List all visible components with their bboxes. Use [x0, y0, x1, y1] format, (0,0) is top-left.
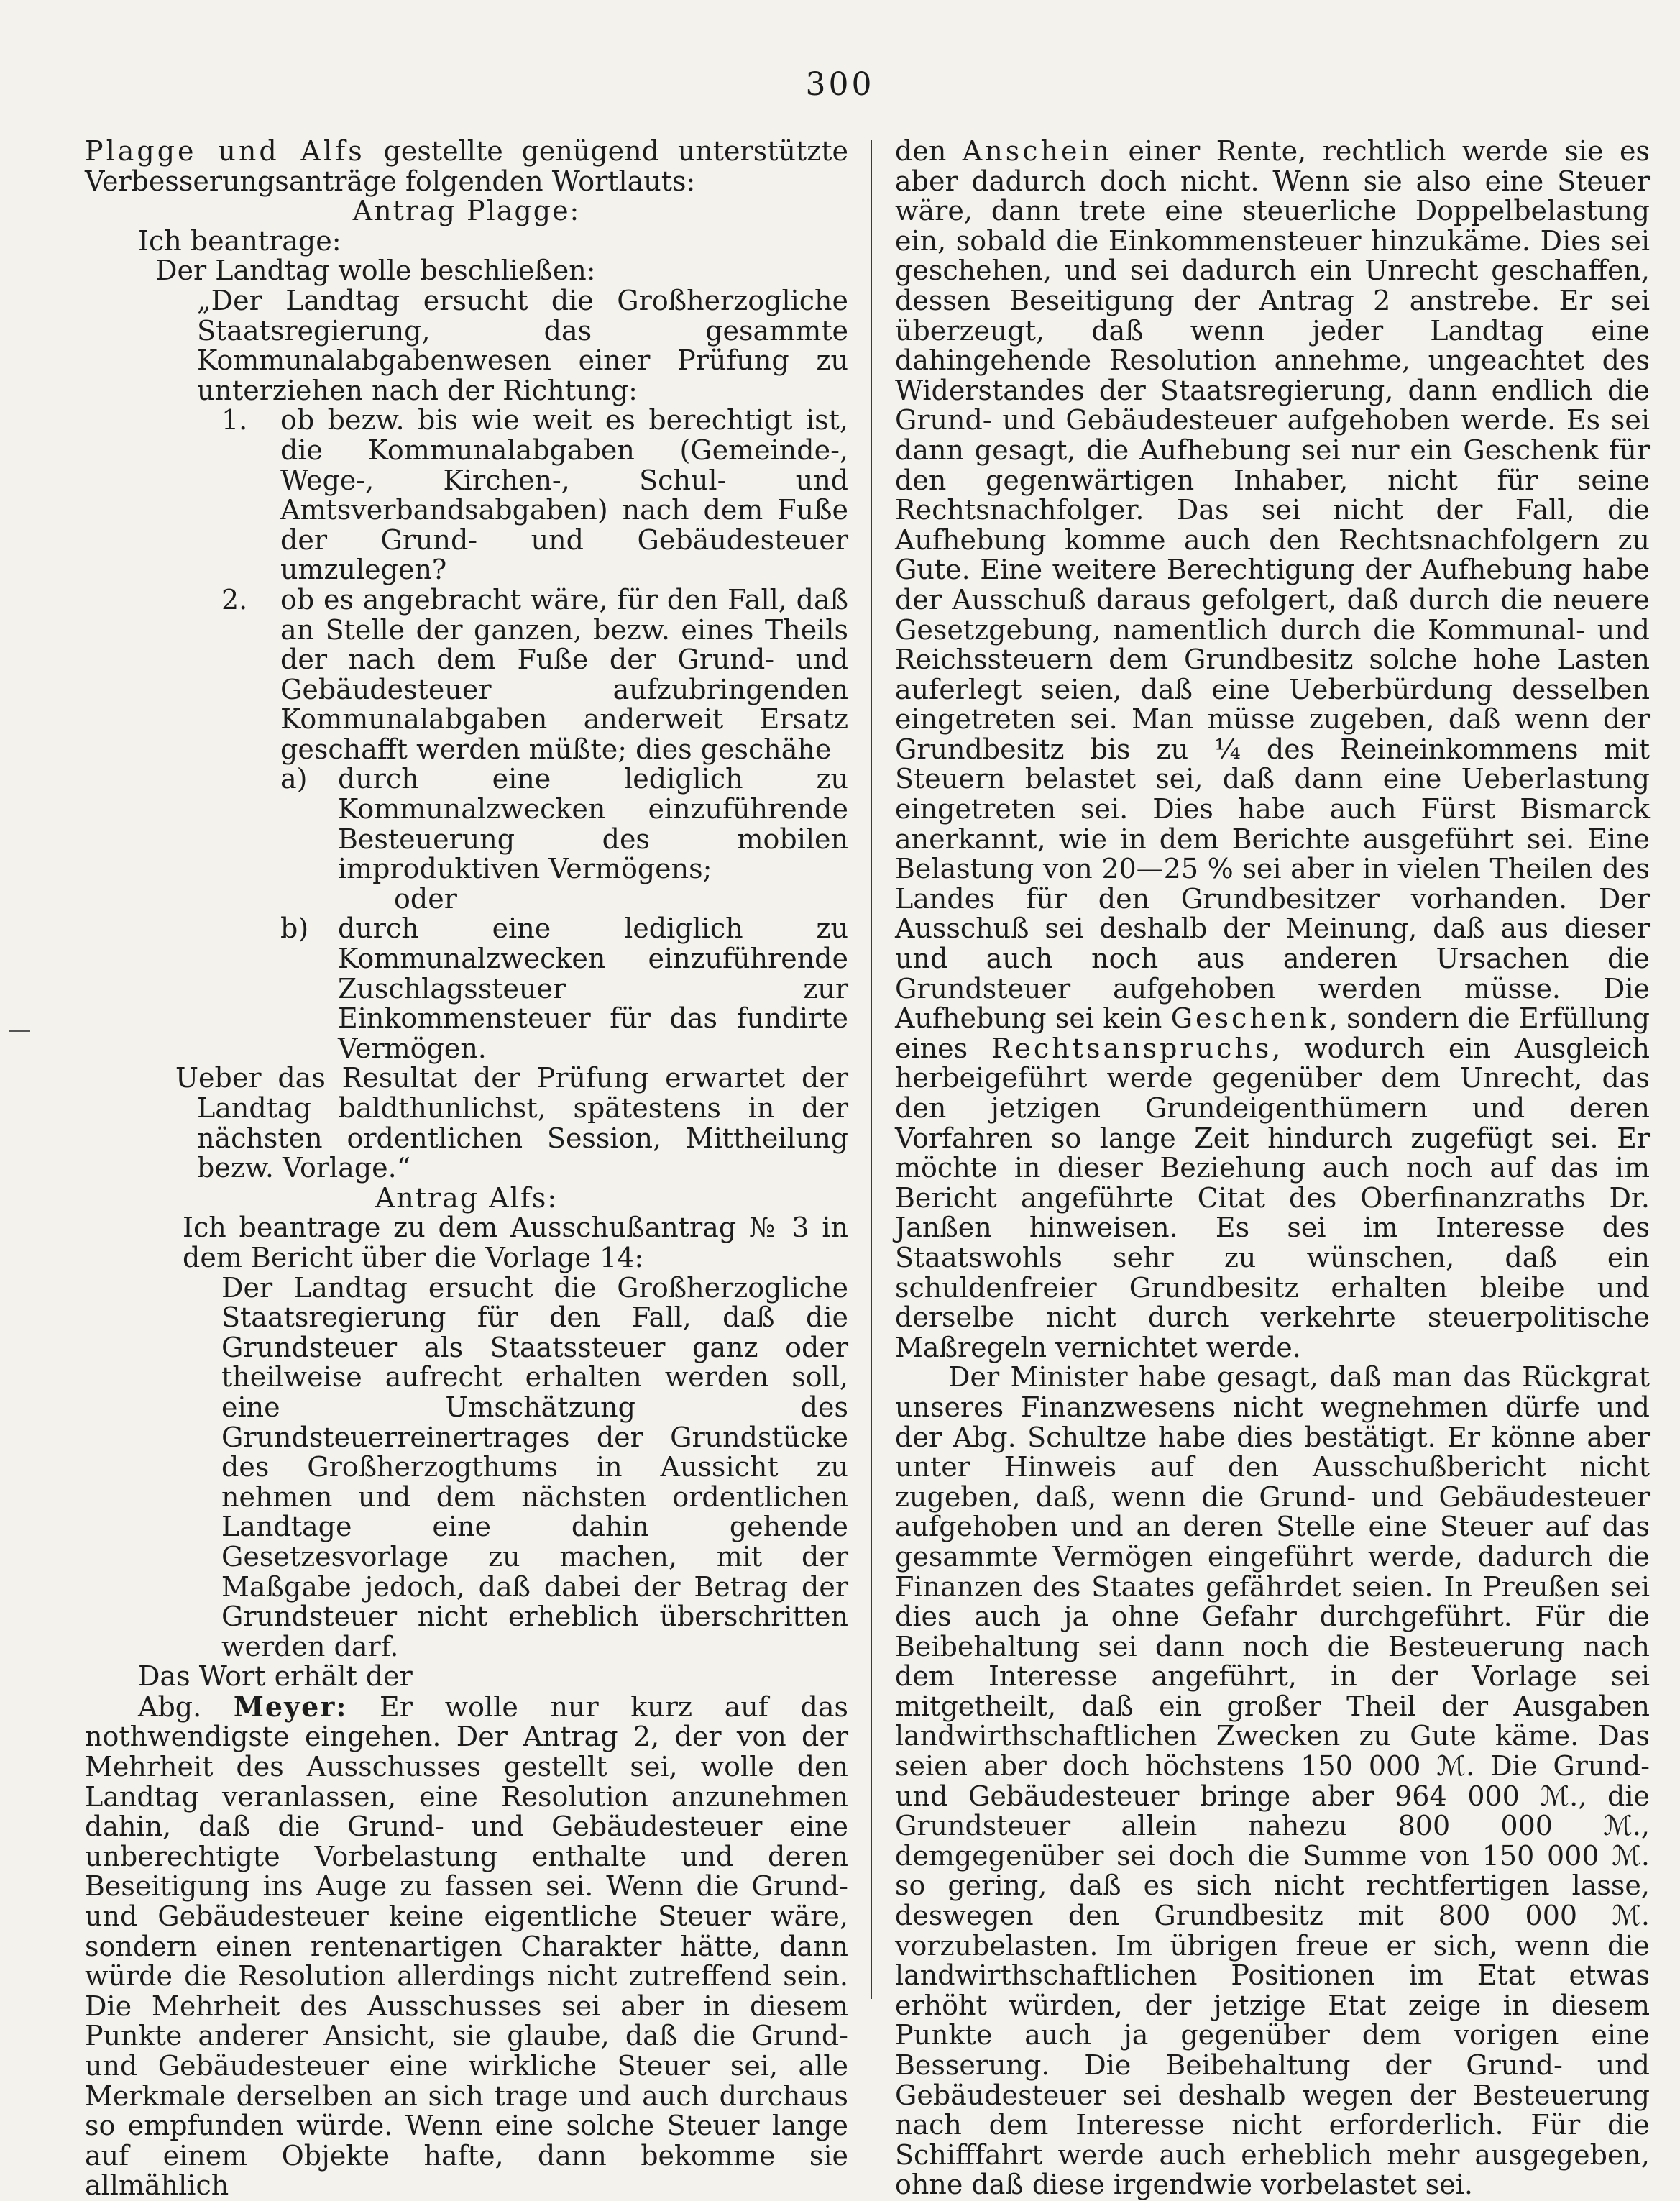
item-text: ob bezw. bis wie weit es berechtigt ist, die Kommunalabgaben (Gemeinde-, Wege-, Kirchen-, Schul- und Amtsverbandsabgaben) nach dem Fuße der Grund- und Gebäudesteuer umzulegen?: [280, 404, 848, 586]
sub-item-a: [85, 764, 848, 884]
intro-names: Plagge und Alfs: [85, 135, 365, 167]
item-text: ob es angebracht wäre, für den Fall, daß an Stelle der ganzen, bezw. eines Theils der nach dem Fuße der Grund- und Gebäudesteuer aufzubringenden Kommunalabgaben anderweit Ersatz geschafft werden müßte; dies geschähe: [280, 583, 848, 765]
intro-text: gestellte genügend unterstützte Verbesserungsanträge folgenden Wortlauts:: [85, 135, 848, 197]
speaker-name: Meyer:: [233, 1690, 348, 1723]
list-item-2: [85, 585, 848, 765]
wort-line: Das Wort erhält der: [138, 1660, 413, 1693]
speech-text: Er wolle nur kurz auf das nothwendigste eingehen. Der Antrag 2, der von der Mehrheit des Ausschusses gestellt sei, wolle den Landtag veranlassen, eine Resolution anzunehmen dahin, daß die Grund- und Gebäudesteuer eine unberechtigte Vorbelastung enthalte und deren Beseitigung ins Auge zu fassen sei. Wenn die Grund- und Gebäudesteuer keine eigentliche Steuer wäre, sondern einen rentenartigen Charakter hätte, dann würde die Resolution allerdings nicht zutreffend sein. Die Mehrheit des Ausschusses sei aber in diesem Punkte anderer Ansicht, sie glaube, daß die Grund- und Gebäudesteuer eine wirkliche Steuer sei, alle Merkmale derselben an sich trage und auch durchaus so empfunden würde. Wenn eine solche Steuer lange auf einem Objekte hafte, dann bekomme sie allmählich: [85, 1690, 848, 2201]
left-column: [85, 137, 848, 2201]
page-number: 300: [805, 66, 875, 103]
plagge-quote: „Der Landtag ersucht die Großherzogliche Staatsregierung, das gesammte Kommunalabgabenwesen einer Prüfung zu unterziehen nach der Richtung:: [197, 284, 848, 406]
intro-paragraph: [85, 137, 848, 196]
plagge-landtag: Der Landtag wolle beschließen:: [155, 255, 596, 287]
emphasis-geschenk: Geschenk: [1170, 1002, 1329, 1035]
text-span: den: [895, 135, 963, 167]
sub-letter: b): [280, 912, 309, 945]
text-span: , wodurch ein Ausgleich herbeigeführt werde gegenüber dem Unrecht, das den jetzigen Grundeigenthümern und deren Vorfahren so lange Zeit hindurch zugefügt sei. Er möchte in dieser Beziehung auch noch auf das im Bericht angeführte Citat des Oberfinanzraths Dr. Janßen hinweisen. Es sei im Interesse des Staatswohls sehr zu wünschen, daß ein schuldenfreier Grundbesitz erhalten bleibe und derselbe nicht durch verkehrte steuerpolitische Maßregeln vernichtet werde.: [895, 1032, 1650, 1363]
text-span: , sondern die Erfüllung eines: [895, 1002, 1651, 1064]
item-number: 2.: [221, 583, 248, 616]
emphasis-anschein: Anschein: [962, 135, 1113, 167]
speaker-prefix: Abg.: [138, 1690, 234, 1723]
sub-text: durch eine lediglich zu Kommunalzwecken einzuführende Zuschlagssteuer zur Einkommensteuer für das fundirte Vermögen.: [338, 912, 848, 1064]
emphasis-rechtsanspruchs: Rechtsanspruchs: [991, 1032, 1272, 1064]
plagge-ich: Ich beantrage:: [138, 224, 341, 257]
oder-text: oder: [394, 882, 457, 915]
plagge-close: Ueber das Resultat der Prüfung erwartet der Landtag baldthunlichst, spätestens in der nächsten ordentlichen Session, Mittheilung bezw. Vorlage.“: [175, 1062, 848, 1184]
margin-mark: [9, 1030, 30, 1032]
minister-paragraph: Der Minister habe gesagt, daß man das Rückgrat unseres Finanzwesens nicht wegnehmen dürfe und der Abg. Schultze habe dies bestätigt. Er könne aber unter Hinweis auf den Ausschußbericht nicht zugeben, daß, wenn die Grund- und Gebäudesteuer aufgehoben und an deren Stelle eine Steuer auf das gesammte Vermögen eingeführt werde, dadurch die Finanzen des Staates gefährdet seien. In Preußen sei dies auch ja ohne Gefahr durchgeführt. Für die Beibehaltung sei dann noch die Besteuerung nach dem Interesse angeführt, in der Vorlage sei mitgetheilt, daß ein großer Theil der Ausgaben landwirthschaftlichen Zwecken zu Gute käme. Das seien aber doch höchstens 150 000 ℳ. Die Grund- und Gebäudesteuer bringe aber 964 000 ℳ., die Grundsteuer allein nahezu 800 000 ℳ., demgegenüber sei doch die Summe von 150 000 ℳ. so gering, daß es sich nicht rechtfertigen lasse, deswegen den Grundbesitz mit 800 000 ℳ. vorzubelasten. Im übrigen freue er sich, wenn die landwirthschaftlichen Positionen im Etat etwas erhöht würden, der jetzige Etat zeige in diesem Punkte auch ja gegenüber dem vorigen eine Besserung. Die Beibehaltung der Grund- und Gebäudesteuer sei deshalb wegen der Besteuerung nach dem Interesse nicht erforderlich. Für die Schifffahrt werde auch erheblich mehr ausgegeben, ohne daß diese irgendwie vorbelastet sei.: [895, 1361, 1650, 2201]
item-number: 1.: [221, 404, 248, 436]
sub-text: durch eine lediglich zu Kommunalzwecken einzuführende Besteuerung des mobilen improduktiven Vermögens;: [338, 763, 848, 885]
column-divider: [871, 140, 872, 1999]
plagge-heading: Antrag Plagge:: [352, 195, 581, 227]
alfs-text: Der Landtag ersucht die Großherzogliche Staatsregierung für den Fall, daß die Grundsteuer als Staatssteuer ganz oder theilweise aufrecht erhalten werden soll, eine Umschätzung des Grundsteuerreinertrages der Grundstücke des Großherzogthums in Aussicht zu nehmen und dem nächsten ordentlichen Landtage eine dahin gehende Gesetzesvorlage zu machen, mit der Maßgabe jedoch, daß dabei der Betrag der Grundsteuer nicht erheblich überschritten werden darf.: [221, 1271, 848, 1662]
alfs-ich: Ich beantrage zu dem Ausschußantrag № 3 in dem Bericht über die Vorlage 14:: [183, 1212, 848, 1273]
text-span: einer Rente, rechtlich werde sie es aber dadurch doch nicht. Wenn sie also eine Steuer wäre, dann trete eine steuerliche Doppelbelastung ein, sobald die Einkommensteuer hinzukäme. Dies sei geschehen, und sei dadurch ein Unrecht geschaffen, dessen Beseitigung der Antrag 2 anstrebe. Er sei überzeugt, daß wenn jeder Landtag eine dahingehende Resolution annehme, ungeachtet des Widerstandes der Staatsregierung, dann endlich die Grund- und Gebäudesteuer aufgehoben werde. Es sei dann gesagt, die Aufhebung sei nur ein Geschenk für den gegenwärtigen Inhaber, nicht für seine Rechtsnachfolger. Das sei nicht der Fall, die Aufhebung komme auch den Rechtsnachfolgern zu Gute. Eine weitere Berechtigung der Aufhebung habe der Ausschuß daraus gefolgert, daß durch die neuere Gesetzgebung, namentlich durch die Kommunal- und Reichssteuern dem Grundbesitz solche hohe Lasten auferlegt seien, daß eine Ueberbürdung desselben eingetreten sei. Man müsse zugeben, daß wenn der Grundbesitz bis zu ¼ des Reineinkommens mit Steuern belastet sei, daß dann eine Ueberlastung eingetreten sei. Dies habe auch Fürst Bismarck anerkannt, wie in dem Berichte ausgeführt sei. Eine Belastung von 20—25 % sei aber in vielen Theilen des Landes für den Grundbesitzer vorhanden. Der Ausschuß sei deshalb der Meinung, daß aus dieser und auch noch aus anderen Ursachen die Grundsteuer aufgehoben werden müsse. Die Aufhebung sei kein: [895, 135, 1650, 1035]
sub-letter: a): [280, 763, 308, 795]
right-column: [895, 137, 1650, 2200]
meyer-speech: [85, 1692, 848, 2201]
list-item-1: [85, 406, 848, 585]
sub-item-b: [85, 914, 848, 1063]
alfs-heading: Antrag Alfs:: [375, 1181, 559, 1214]
speech-continuation: [895, 137, 1650, 1363]
